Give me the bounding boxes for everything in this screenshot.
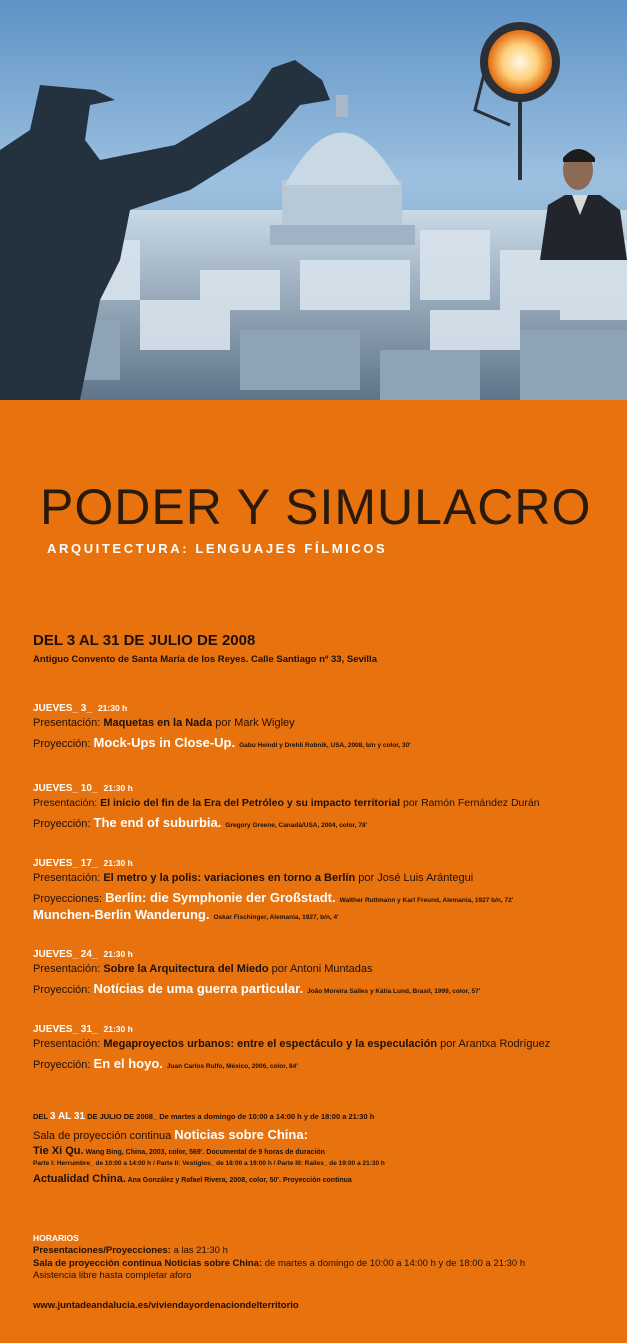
presentation-label: Presentación: bbox=[33, 797, 98, 809]
continuous-film-title: Noticias sobre China: bbox=[174, 1127, 308, 1142]
header-photo bbox=[0, 0, 627, 400]
session-day bbox=[33, 1024, 133, 1035]
film-credit: Walther Ruttmann y Karl Freund, Alemania, 1927 b/n, 72' bbox=[339, 897, 514, 904]
horarios-line-2-label: Sala de proyección continua Noticias sobre China: bbox=[33, 1258, 263, 1269]
film-title: Berlin: die Symphonie der Großstadt. bbox=[105, 890, 336, 905]
session-presentation bbox=[33, 872, 473, 884]
tiexi-credit: Wang Bing, China, 2003, color, 569'. Documental de 9 horas de duración bbox=[85, 1149, 325, 1156]
event-venue: Antiguo Convento de Santa María de los Reyes. Calle Santiago nº 33, Sevilla bbox=[33, 654, 377, 665]
continuous-del: DEL bbox=[33, 1112, 48, 1121]
page-subtitle: ARQUITECTURA: LENGUAJES FÍLMICOS bbox=[47, 541, 388, 556]
presentation-title: El metro y la polis: variaciones en torno a Berlín bbox=[103, 872, 356, 884]
tiexi-title: Tie Xi Qu. bbox=[33, 1145, 84, 1157]
continuous-hours: DE JULIO DE 2008_ De martes a domingo de 10:00 a 14:00 h y de 18:00 a 21:30 h bbox=[87, 1112, 375, 1121]
projection-label: Proyección: bbox=[33, 984, 91, 996]
session-time: 21:30 h bbox=[103, 858, 133, 868]
actualidad-title: Actualidad China. bbox=[33, 1173, 126, 1185]
film-title: Notícias de uma guerra particular. bbox=[93, 981, 304, 996]
session-day-label: JUEVES_ 24_ bbox=[33, 949, 98, 960]
session-presentation bbox=[33, 1038, 550, 1050]
event-dates: DEL 3 AL 31 DE JULIO DE 2008 bbox=[33, 632, 256, 649]
presentation-speaker: por Arantxa Rodríguez bbox=[440, 1038, 551, 1050]
film-credit: Oskar Fischinger, Alemania, 1927, b/n, 4' bbox=[213, 914, 339, 921]
session-day-label: JUEVES_ 31_ bbox=[33, 1024, 98, 1035]
actualidad-credit: Ana González y Rafael Rivera, 2008, color, 50'. Proyección continua bbox=[127, 1177, 352, 1184]
session-projection bbox=[33, 981, 480, 996]
page-title: PODER Y SIMULACRO bbox=[40, 479, 592, 535]
presentation-speaker: por José Luis Arántegui bbox=[358, 872, 474, 884]
presentation-label: Presentación: bbox=[33, 717, 101, 729]
projection-label: Proyecciones: bbox=[33, 893, 103, 905]
session-day bbox=[33, 783, 133, 794]
film-title: The end of suburbia. bbox=[93, 815, 222, 830]
session-projection bbox=[33, 735, 411, 750]
film-title: Mock-Ups in Close-Up. bbox=[93, 735, 236, 750]
horarios-line-1-label: Presentaciones/Proyecciones: bbox=[33, 1245, 171, 1256]
session-presentation bbox=[33, 717, 295, 729]
continuous-dates bbox=[33, 1111, 374, 1122]
film-credit: Gregory Greene, Canadá/USA, 2004, color, 78' bbox=[225, 822, 368, 829]
film-credit: Gabu Heindl y Drehli Robnik, USA, 2008, b/n y color, 30' bbox=[239, 742, 411, 749]
continuous-room bbox=[33, 1127, 308, 1142]
session-time: 21:30 h bbox=[97, 703, 128, 713]
presentation-label: Presentación: bbox=[33, 1038, 101, 1050]
presentation-speaker: por Ramón Fernández Durán bbox=[402, 797, 540, 809]
session-day bbox=[33, 858, 133, 869]
presentation-speaker: por Antoni Muntadas bbox=[271, 963, 373, 975]
presentation-label: Presentación: bbox=[33, 872, 101, 884]
session-time: 21:30 h bbox=[103, 949, 133, 959]
film-credit: João Moreira Salles y Kátia Lund, Brasil, 1999, color, 57' bbox=[307, 988, 481, 995]
session-time: 21:30 h bbox=[103, 1024, 133, 1034]
continuous-range: 3 AL 31 bbox=[49, 1111, 85, 1122]
horarios-line-2-text: de martes a domingo de 10:00 a 14:00 h y de 18:00 a 21:30 h bbox=[264, 1258, 526, 1269]
session-day-label: JUEVES_ 10_ bbox=[33, 783, 98, 794]
projection-label: Proyección: bbox=[33, 738, 91, 750]
session-day-label: JUEVES_ 17_ bbox=[33, 858, 98, 869]
website-link[interactable]: www.juntadeandalucia.es/viviendayordenaciondelterritorio bbox=[33, 1300, 299, 1311]
session-projection bbox=[33, 890, 513, 905]
session-presentation bbox=[33, 797, 540, 809]
presentation-title: Sobre la Arquitectura del Miedo bbox=[103, 963, 269, 975]
session-projection bbox=[33, 1056, 298, 1071]
horarios-heading: HORARIOS bbox=[33, 1233, 79, 1243]
continuous-tiexi bbox=[33, 1145, 325, 1157]
continuous-parts: Parte I: Herrumbre_ de 10:00 a 14:00 h / Parte II: Vestigios_ de 18:00 a 19:00 h / Parte III: Railes_ de 19:00 a 21:30 h bbox=[33, 1160, 385, 1167]
continuous-actualidad bbox=[33, 1173, 352, 1185]
session-presentation bbox=[33, 963, 373, 975]
horarios-line-1 bbox=[33, 1245, 228, 1256]
presentation-speaker: por Mark Wigley bbox=[215, 717, 295, 729]
session-projection-second bbox=[33, 907, 339, 922]
projection-label: Proyección: bbox=[33, 818, 91, 830]
presentation-title: Maquetas en la Nada bbox=[103, 717, 213, 729]
horarios-line-1-text: a las 21:30 h bbox=[173, 1245, 228, 1256]
horarios-line-2 bbox=[33, 1258, 525, 1269]
film-still-illustration bbox=[0, 0, 627, 400]
presentation-label: Presentación: bbox=[33, 963, 101, 975]
projection-label: Proyección: bbox=[33, 1059, 91, 1071]
film-title: En el hoyo. bbox=[93, 1056, 163, 1071]
presentation-title: El inicio del fin de la Era del Petróleo y su impacto territorial bbox=[100, 797, 401, 809]
film-credit: Juan Carlos Rulfo, México, 2006, color, 84' bbox=[166, 1063, 298, 1070]
continuous-room-label: Sala de proyección continua bbox=[33, 1130, 172, 1142]
session-day-label: JUEVES_ 3_ bbox=[33, 703, 92, 714]
film-title: Munchen-Berlin Wanderung. bbox=[33, 907, 210, 922]
session-time: 21:30 h bbox=[103, 783, 133, 793]
presentation-title: Megaproyectos urbanos: entre el espectáculo y la especulación bbox=[103, 1038, 438, 1050]
horarios-line-3: Asistencia libre hasta completar aforo bbox=[33, 1270, 192, 1281]
session-day bbox=[33, 703, 127, 714]
session-projection bbox=[33, 815, 367, 830]
session-day bbox=[33, 949, 133, 960]
